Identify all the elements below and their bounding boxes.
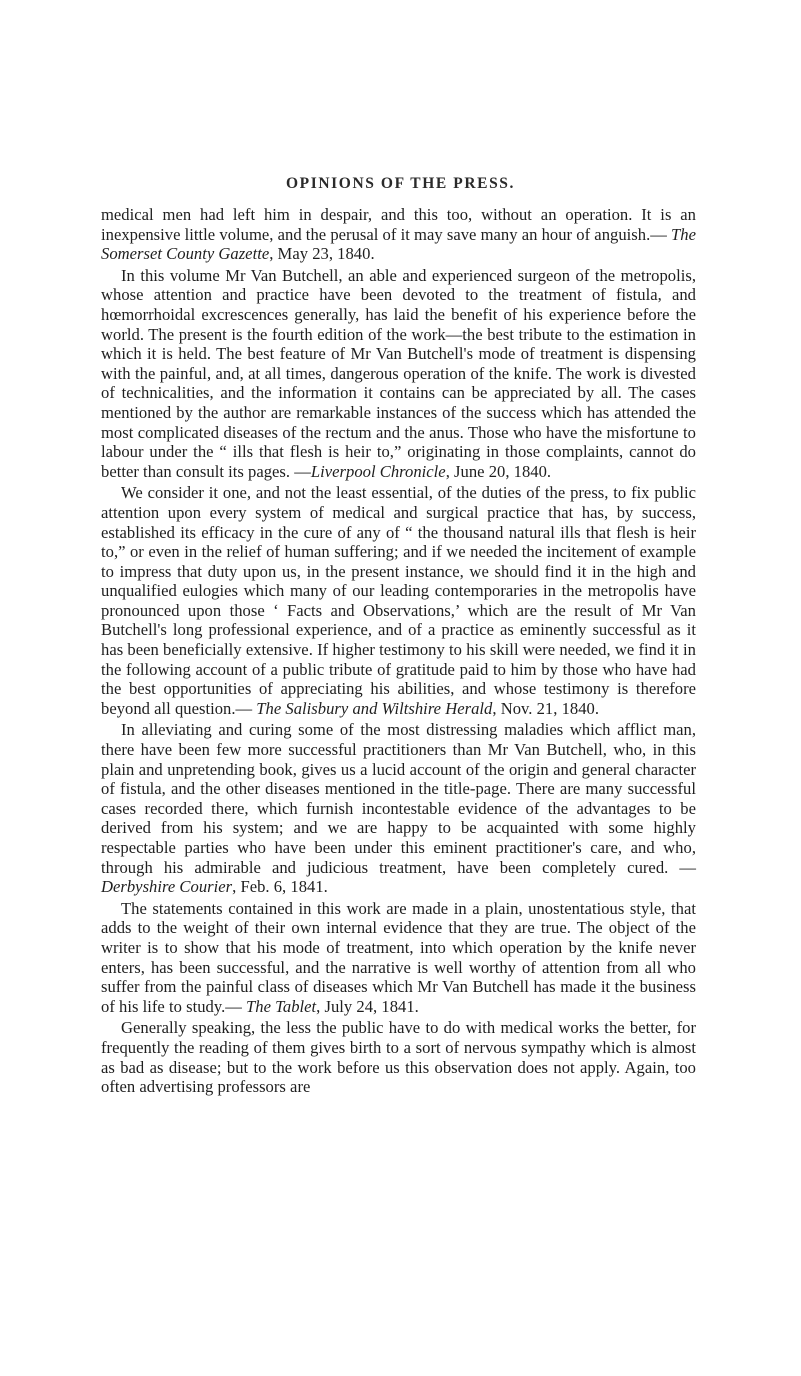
extract-text: Generally speaking, the less the public have to do with medical works the better, for frequently the reading of them gives birth to a sort of nervous sympathy which is almost as bad as disease; but to the work before us this observation does not apply. Again, too often advertising professors are — [101, 1018, 696, 1097]
extract-text: medical men had left him in despair, and this too, without an operation. It is an inexpensive little volume, and the perusal of it may save many an hour of anguish.— — [101, 205, 696, 244]
source-title: The Salisbury and Wiltshire Herald — [256, 698, 493, 718]
source-title: The Tablet — [246, 996, 317, 1016]
source-title: The Somerset County Gazette — [101, 224, 696, 264]
running-head: OPINIONS OF THE PRESS. — [286, 175, 515, 192]
source-date: , Feb. 6, 1841. — [232, 877, 328, 897]
source-title: Derbyshire Courier — [101, 877, 233, 897]
source-title: Liverpool Chronicle — [310, 461, 446, 481]
press-extract — [101, 483, 696, 718]
press-extract — [101, 1018, 696, 1096]
body-text — [101, 205, 696, 1099]
press-extract — [101, 266, 696, 482]
extract-text: We consider it one, and not the least essential, of the duties of the press, to fix public attention upon every system of medical and surgical practice that has, by success, established its efficacy in the cure of any of “ the thousand natural ills that flesh is heir to,” or even in the relief of human suffering; and if we needed the incitement of example to impress that duty upon us, in the present instance, we should find it in the high and unqualified eulogies which many of our leading contemporaries in the metropolis have pronounced upon those ‘ Facts and Observations,’ which are the result of Mr Van Butchell's long professional experience, and of a practice as eminently successful as it has been beneficially extensive. If higher testimony to his skill were needed, we find it in the following account of a public tribute of gratitude paid to him by those who have had the best opportunities of appreciating his abilities, and whose testimony is therefore beyond all question.— — [101, 483, 696, 718]
source-date: , Nov. 21, 1840. — [492, 698, 599, 718]
extract-text: The statements contained in this work are made in a plain, unostentatious style, that adds to the weight of their own internal evidence that they are true. The object of the writer is to show that his mode of treatment, into which operation by the knife never enters, has been successful, and the narrative is well worthy of attention from all who suffer from the painful class of diseases which Mr Van Butchell has made it the business of his life to study.— — [101, 898, 696, 1016]
press-extract — [101, 899, 696, 1017]
source-date: , May 23, 1840. — [269, 244, 375, 264]
extract-text: In alleviating and curing some of the most distressing maladies which afflict man, there have been few more successful practitioners than Mr Van Butchell, who, in this plain and unpretending book, gives us a lucid account of the origin and general character of fistula, and the other diseases mentioned in the title-page. There are many successful cases recorded there, which furnish incontestable evidence of the advantages to be derived from his system; and we are happy to be acquainted with some highly respectable parties who have been under this eminent practitioner's care, and who, through his admirable and judicious treatment, have been completely cured. — — [101, 720, 696, 877]
source-date: , June 20, 1840. — [445, 461, 552, 481]
press-extract — [101, 205, 696, 264]
source-date: , July 24, 1841. — [316, 996, 419, 1016]
press-extract — [101, 720, 696, 896]
extract-text: In this volume Mr Van Butchell, an able and experienced surgeon of the metropolis, whose attention and practice have been devoted to the treatment of fistula, and hœmorrhoidal excrescences generally, has laid the benefit of his experience before the world. The present is the fourth edition of the work—the best tribute to the estimation in which it is held. The best feature of Mr Van Butchell's mode of treatment is dispensing with the painful, and, at all times, dangerous operation of the knife. The work is divested of technicalities, and the information it contains can be appreciated by all. The cases mentioned by the author are remarkable instances of the success which has attended the most complicated diseases of the rectum and the anus. Those who have the misfortune to labour under the “ ills that flesh is heir to,” originating in those complaints, cannot do better than consult its pages. — — [101, 265, 696, 481]
